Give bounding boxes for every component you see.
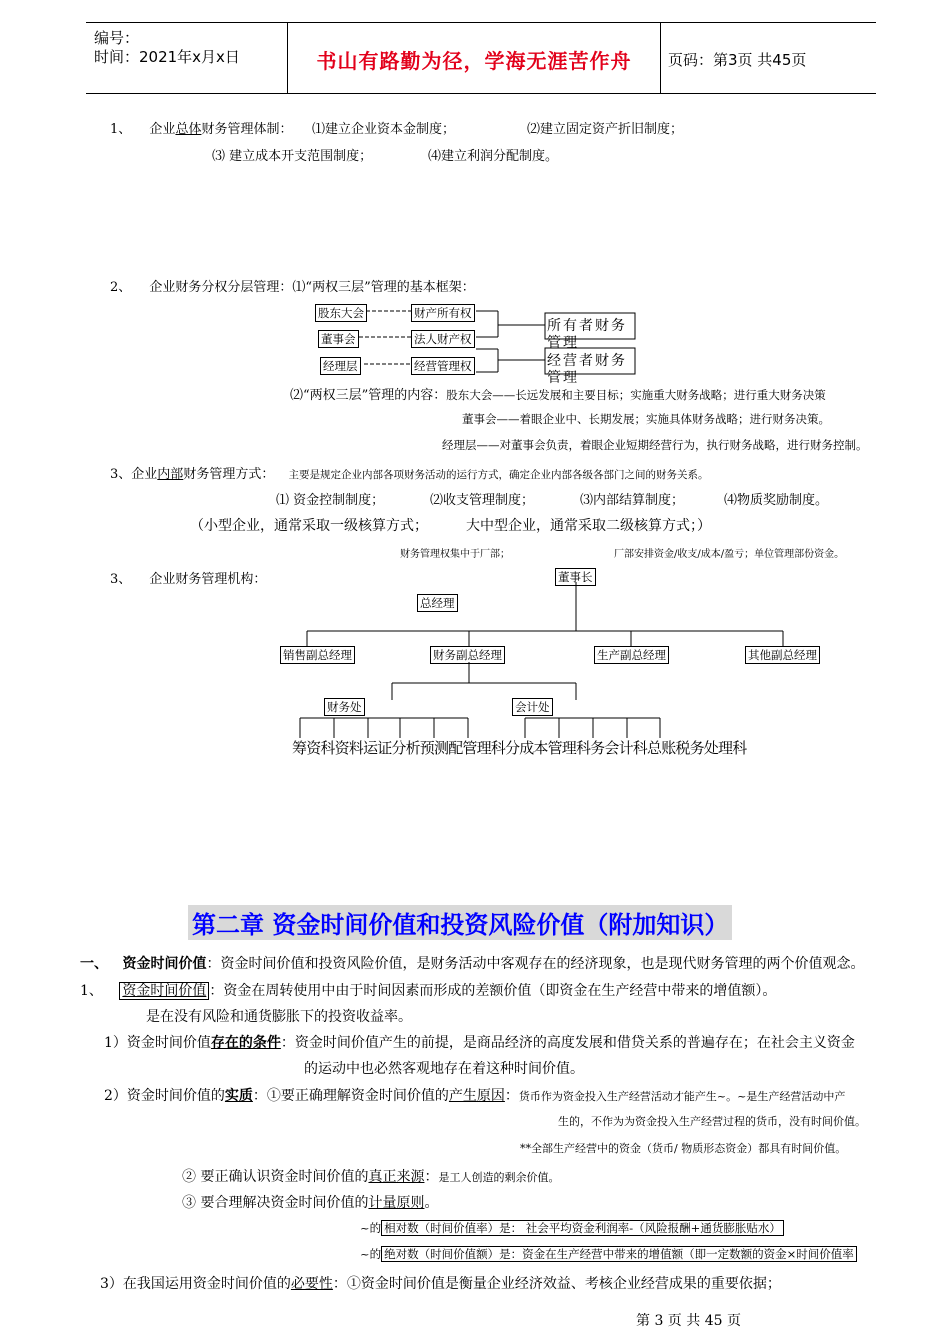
heading1-title: 资金时间价值 [122, 956, 207, 972]
item1-post: 财务管理体制： [201, 122, 293, 137]
ch2-para1 [80, 980, 776, 1000]
item1-b: ⑵建立固定资产折旧制度； [527, 122, 684, 137]
item1-c: ⑶ 建立成本开支范围制度； [212, 149, 373, 164]
header-motto: 书山有路勤为径，学海无涯苦作舟 [316, 49, 632, 73]
item3-post: 财务管理方式： [183, 467, 275, 482]
formula-absolute [360, 1246, 857, 1262]
org-vp-sales: 销售副总经理 [280, 646, 355, 664]
para4-colon: ： [424, 1169, 439, 1185]
large-business-note: 厂部安排资金/收支/成本/盈亏；单位管理部份资金。 [614, 549, 845, 560]
org-vp-production: 生产副总经理 [594, 646, 669, 664]
item3-underlined: 内部 [157, 467, 184, 482]
para3-small: 货币作为资金投入生产经营活动才能产生~。~是生产经营活动中产 [518, 1090, 846, 1103]
para1-line2: 是在没有风险和通货膨胀下的投资收益率。 [146, 1009, 412, 1025]
formula1-pre: ~的 [360, 1221, 382, 1235]
para3-underlined2: 产生原因 [448, 1088, 505, 1104]
item3-number: 3、 [110, 467, 132, 482]
para1-number: 1、 [80, 983, 103, 999]
content-head-text: ⑵“两权三层”管理的内容： [290, 388, 447, 403]
header-time-label: 时间：2021年x月x日 [94, 48, 240, 66]
org-general-manager: 总经理 [417, 594, 458, 612]
formula2-box: 绝对数（时间价值额）是：资金在生产经营中带来的增值额（即一定数额的资金×时间价值率 [381, 1246, 857, 1262]
ch2-para5 [182, 1192, 438, 1212]
frame-operation-right: 经营管理权 [411, 357, 475, 375]
para3-pre: 2）资金时间价值的 [104, 1088, 225, 1104]
org-vp-finance: 财务副总经理 [430, 646, 505, 664]
header-number-label: 编号： [94, 29, 140, 47]
formula2-pre: ~的 [360, 1247, 382, 1261]
org-vp-other: 其他副总经理 [745, 646, 820, 664]
content-managers: 经理层——对董事会负责，着眼企业短期经营行为，执行财务战略，进行财务控制。 [442, 438, 868, 452]
para4-small: 是工人创造的剩余价值。 [438, 1171, 560, 1184]
frame-board: 董事会 [318, 330, 359, 348]
frame-shareholders: 股东大会 [315, 304, 367, 322]
para3-colon: ： [504, 1088, 519, 1104]
large-business: 大中型企业，通常采取二级核算方式；） [466, 518, 711, 534]
para1-boxed-term: 资金时间价值 [119, 982, 209, 1000]
chapter-title: 第二章 资金时间价值和投资风险价值（附加知识） [188, 905, 732, 940]
item4-number: 3、 [110, 572, 132, 587]
para3-small2: 生的，不作为为资金投入生产经营过程的货币，没有时间价值。 [558, 1115, 866, 1128]
para4-pre: ② 要正确认识资金时间价值的 [182, 1169, 369, 1185]
para5-post: 。 [424, 1195, 439, 1211]
para3-mid: ：①要正确理解资金时间价值的 [252, 1088, 449, 1104]
ch2-para2 [104, 1032, 855, 1052]
org-finance-office: 财务处 [324, 698, 365, 716]
frame-operator-finance: 经营者财务管理 [547, 353, 627, 386]
para1-text: ：资金在周转使用中由于时间因素而形成的差额价值（即资金在生产经营中带来的增值额）。 [209, 983, 777, 999]
item4-line [110, 568, 266, 587]
item1-pre: 企业 [149, 122, 176, 137]
para3-underlined: 实质 [224, 1088, 253, 1104]
para5-pre: ③ 要合理解决资金时间价值的 [182, 1195, 369, 1211]
formula1-box: 相对数（时间价值率）是： 社会平均资金利润率-（风险报酬+通货膨胀贴水） [381, 1220, 784, 1236]
ch2-heading1 [80, 953, 864, 973]
item3-line [110, 463, 708, 482]
header-page-label: 页码：第3页 共45页 [668, 51, 807, 69]
item3-note: 主要是规定企业内部各项财务活动的运行方式，确定企业内部各级各部门之间的财务关系。 [288, 469, 709, 481]
item3-d: ⑷物质奖励制度。 [724, 493, 829, 508]
org-accounting-office: 会计处 [512, 698, 553, 716]
heading1-text: ：资金时间价值和投资风险价值，是财务活动中客观存在的经济现象，也是现代财务管理的两个价值观念。 [206, 956, 865, 972]
content-shareholders: 股东大会——长远发展和主要目标；实施重大财务战略；进行重大财务决策 [446, 388, 826, 402]
item3-c: ⑶内部结算制度； [580, 493, 685, 508]
ch2-para4 [182, 1166, 559, 1186]
frame-managers: 经理层 [320, 357, 361, 375]
ch2-para6 [100, 1273, 781, 1293]
frame-owner-finance: 所有者财务管理 [547, 318, 627, 351]
para5-underlined: 计量原则 [368, 1195, 425, 1211]
para2-underlined: 存在的条件 [210, 1035, 281, 1051]
ch2-para3 [104, 1085, 845, 1105]
para6-pre: 3）在我国运用资金时间价值的 [100, 1276, 291, 1292]
content-head [290, 384, 826, 403]
para6-underlined: 必要性 [290, 1276, 333, 1292]
item3-b: ⑵收支管理制度； [430, 493, 535, 508]
para2-line2: 的运动中也必然客观地存在着这种时间价值。 [304, 1061, 584, 1077]
org-departments: 筹资科资料运证分析预测配管理科分成本管理科务会计科总账税务处理科 [292, 739, 747, 757]
frame-property-ownership: 财产所有权 [411, 304, 475, 322]
item2-text: 企业财务分权分层管理：⑴“两权三层”管理的基本框架： [149, 280, 475, 295]
para6-text: ：①资金时间价值是衡量企业经济效益、考核企业经营成果的重要依据； [332, 1276, 781, 1292]
para4-underlined: 真正来源 [368, 1169, 425, 1185]
item1-underlined: 总体 [175, 122, 202, 137]
item4-text: 企业财务管理机构： [149, 572, 267, 587]
frame-legal-property: 法人财产权 [411, 330, 475, 348]
item3-pre: 企业 [131, 467, 158, 482]
item3-a: ⑴ 资金控制制度； [276, 493, 385, 508]
footer-page-number: 第 3 页 共 45 页 [636, 1313, 741, 1329]
small-business-note: 财务管理权集中于厂部； [400, 549, 510, 560]
content-board: 董事会——着眼企业中、长期发展；实施具体财务战略；进行财务决策。 [462, 412, 830, 426]
heading1-number: 一、 [80, 956, 108, 972]
org-chairman: 董事长 [555, 568, 596, 586]
para2-text: ：资金时间价值产生的前提，是商品经济的高度发展和借贷关系的普遍存在；在社会主义资金 [280, 1035, 855, 1051]
formula-relative [360, 1220, 784, 1236]
para2-pre: 1）资金时间价值 [104, 1035, 211, 1051]
para3-small3: **全部生产经营中的资金（货币/ 物质形态资金）都具有时间价值。 [520, 1142, 847, 1155]
small-business: （小型企业，通常采取一级核算方式； [190, 518, 428, 534]
item2-number: 2、 [110, 280, 132, 295]
item1-a: ⑴建立企业资本金制度； [312, 122, 456, 137]
item1-number: 1、 [110, 122, 132, 137]
item1-d: ⑷建立利润分配制度。 [428, 149, 559, 164]
